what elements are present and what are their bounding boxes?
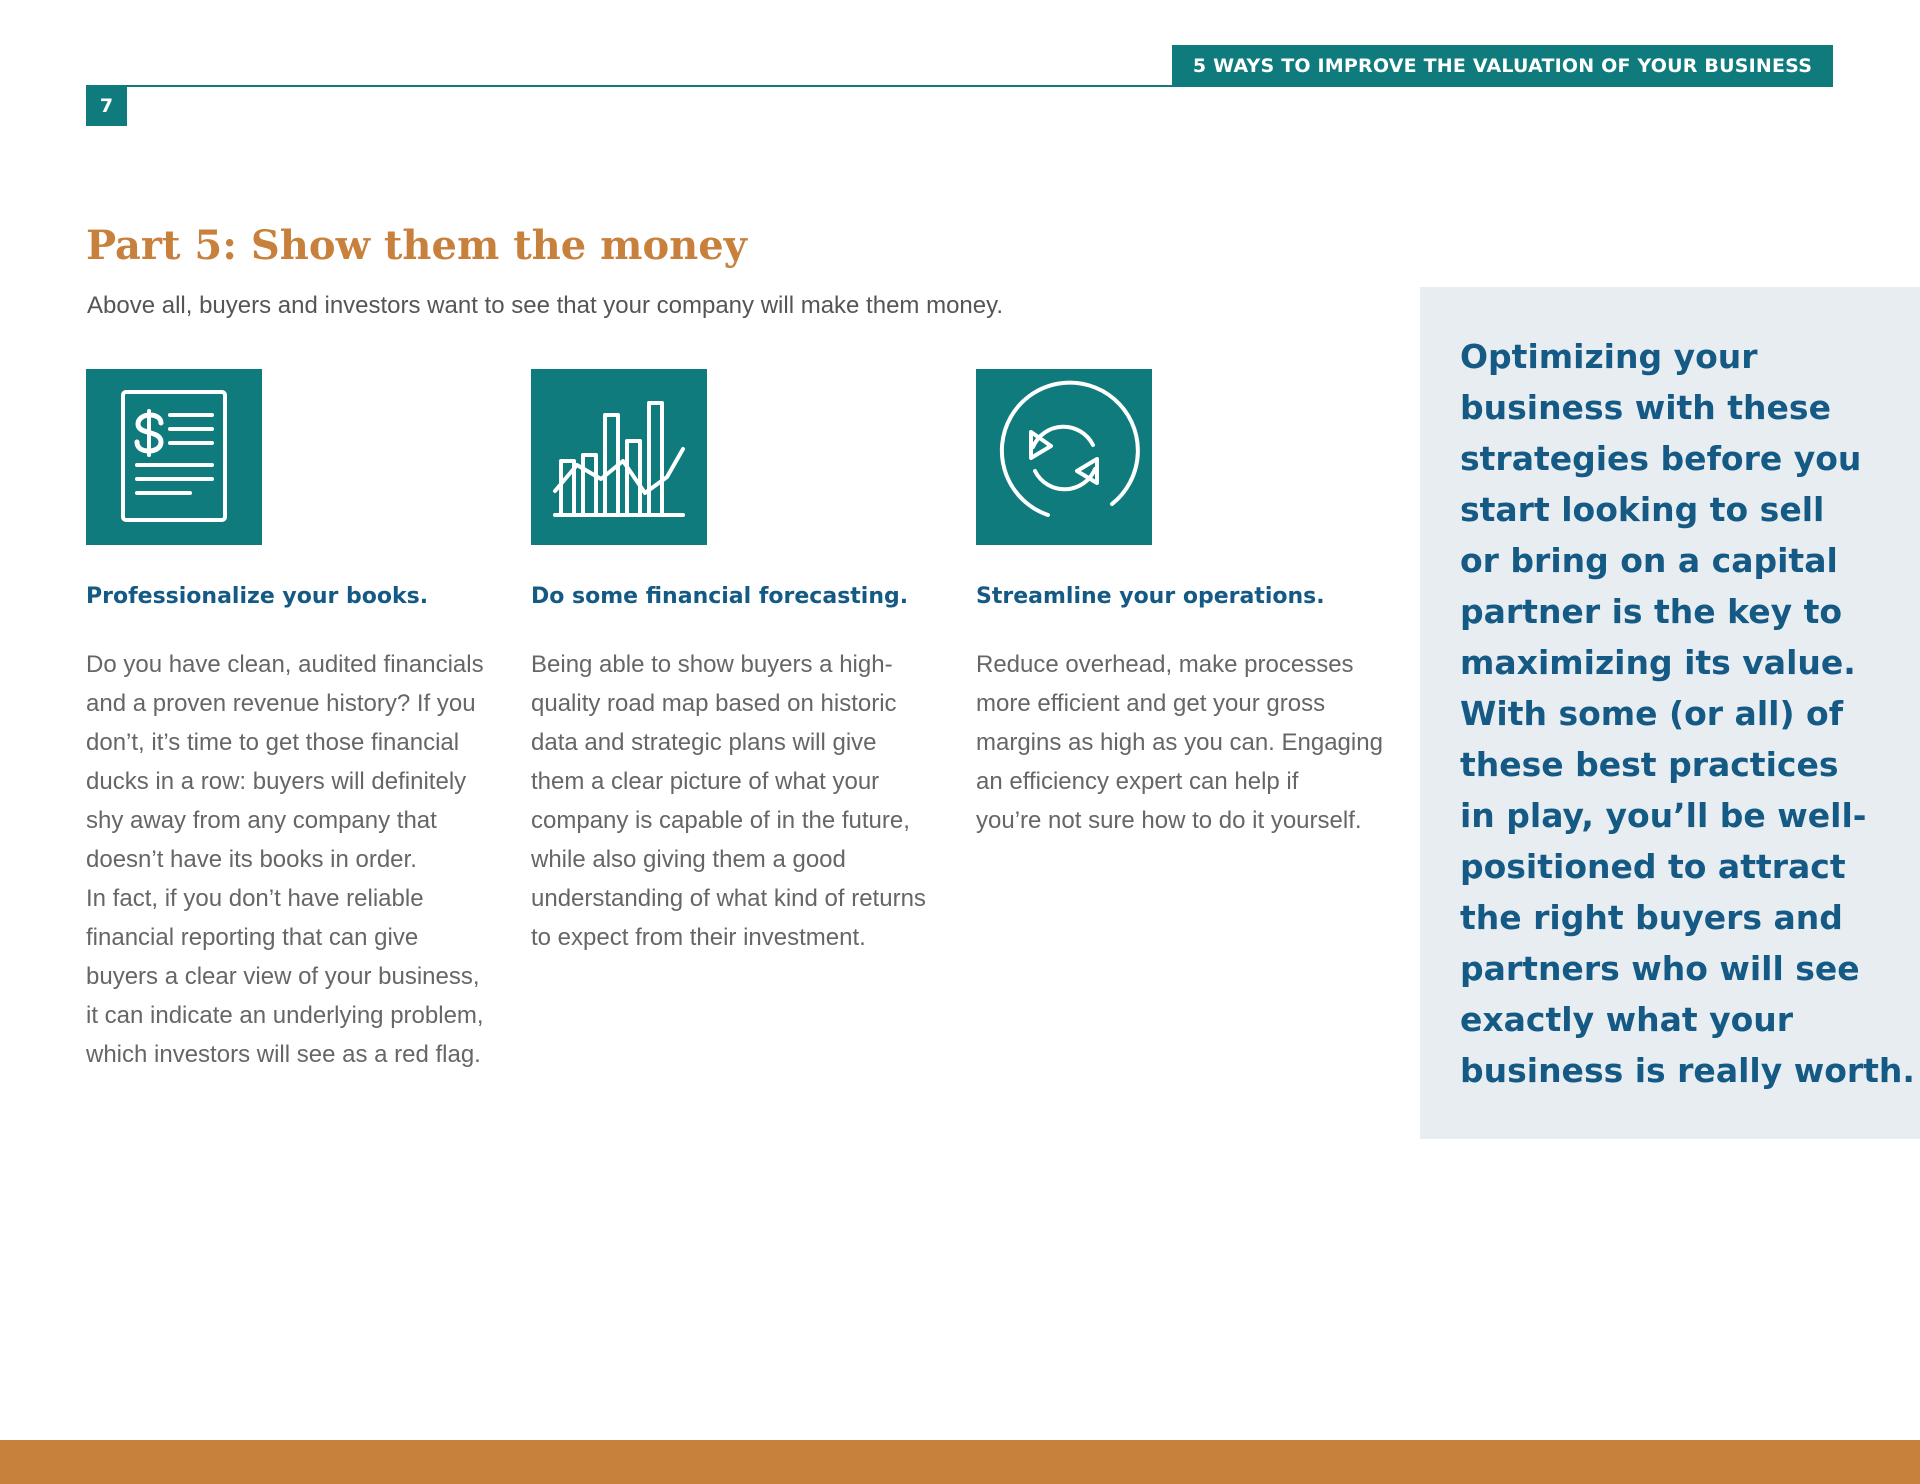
body-line: shy away from any company that (86, 807, 437, 834)
body-line: to expect from their investment. (531, 924, 866, 951)
callout-line: start looking to sell (1460, 490, 1825, 529)
body-line: margins as high as you can. Engaging (976, 729, 1383, 756)
column-body (976, 645, 1406, 840)
callout-line: strategies before you (1460, 439, 1862, 478)
body-line: quality road map based on historic (531, 690, 897, 717)
callout-line: or bring on a capital (1460, 541, 1838, 580)
column-body (86, 645, 516, 1074)
callout-text (1460, 331, 1920, 1096)
callout-panel (1420, 287, 1920, 1139)
body-line: an efficiency expert can help if (976, 768, 1299, 795)
section-title: Part 5: Show them the money (86, 222, 747, 269)
column-heading: Professionalize your books. (86, 584, 429, 609)
body-line: ducks in a row: buyers will definitely (86, 768, 467, 795)
document-title-tab: 5 WAYS TO IMPROVE THE VALUATION OF YOUR BUSINESS (1172, 45, 1833, 87)
body-line: which investors will see as a red flag. (86, 1041, 481, 1068)
forecast-chart-icon (531, 369, 707, 545)
callout-line: business is really worth. (1460, 1051, 1915, 1090)
column-heading: Do some financial forecasting. (531, 584, 909, 609)
callout-line: With some (or all) of (1460, 694, 1844, 733)
body-line: Being able to show buyers a high- (531, 651, 893, 678)
callout-line: the right buyers and (1460, 898, 1843, 937)
column-professionalize-books (86, 369, 516, 1068)
body-line: while also giving them a good (531, 846, 846, 873)
section-intro: Above all, buyers and investors want to see that your company will make them money. (87, 292, 1003, 319)
body-line: buyers a clear view of your business, (86, 963, 480, 990)
body-line: them a clear picture of what your (531, 768, 880, 795)
column-streamline-operations (976, 369, 1406, 834)
body-line: Do you have clean, audited financials (86, 651, 484, 678)
body-line: and a proven revenue history? If you (86, 690, 476, 717)
callout-line: business with these (1460, 388, 1831, 427)
column-heading: Streamline your operations. (976, 584, 1325, 609)
page-number: 7 (86, 86, 127, 126)
refresh-cycle-icon (976, 369, 1152, 545)
callout-line: these best practices (1460, 745, 1839, 784)
callout-line: exactly what your (1460, 1000, 1794, 1039)
body-line: company is capable of in the future, (531, 807, 910, 834)
callout-line: partners who will see (1460, 949, 1860, 988)
body-line: Reduce overhead, make processes (976, 651, 1354, 678)
body-line: you’re not sure how to do it yourself. (976, 807, 1362, 834)
column-body (531, 645, 961, 957)
body-line: more efficient and get your gross (976, 690, 1326, 717)
callout-line: maximizing its value. (1460, 643, 1856, 682)
body-line: In fact, if you don’t have reliable (86, 885, 424, 912)
body-line: doesn’t have its books in order. (86, 846, 417, 873)
body-line: understanding of what kind of returns (531, 885, 926, 912)
callout-line: partner is the key to (1460, 592, 1843, 631)
column-financial-forecasting (531, 369, 961, 951)
financial-statement-icon (86, 369, 262, 545)
callout-line: positioned to attract (1460, 847, 1846, 886)
body-line: it can indicate an underlying problem, (86, 1002, 484, 1029)
callout-line: in play, you’ll be well- (1460, 796, 1867, 835)
body-line: don’t, it’s time to get those financial (86, 729, 460, 756)
footer-bar (0, 1440, 1920, 1484)
callout-line: Optimizing your (1460, 337, 1758, 376)
body-line: data and strategic plans will give (531, 729, 877, 756)
body-line: financial reporting that can give (86, 924, 419, 951)
